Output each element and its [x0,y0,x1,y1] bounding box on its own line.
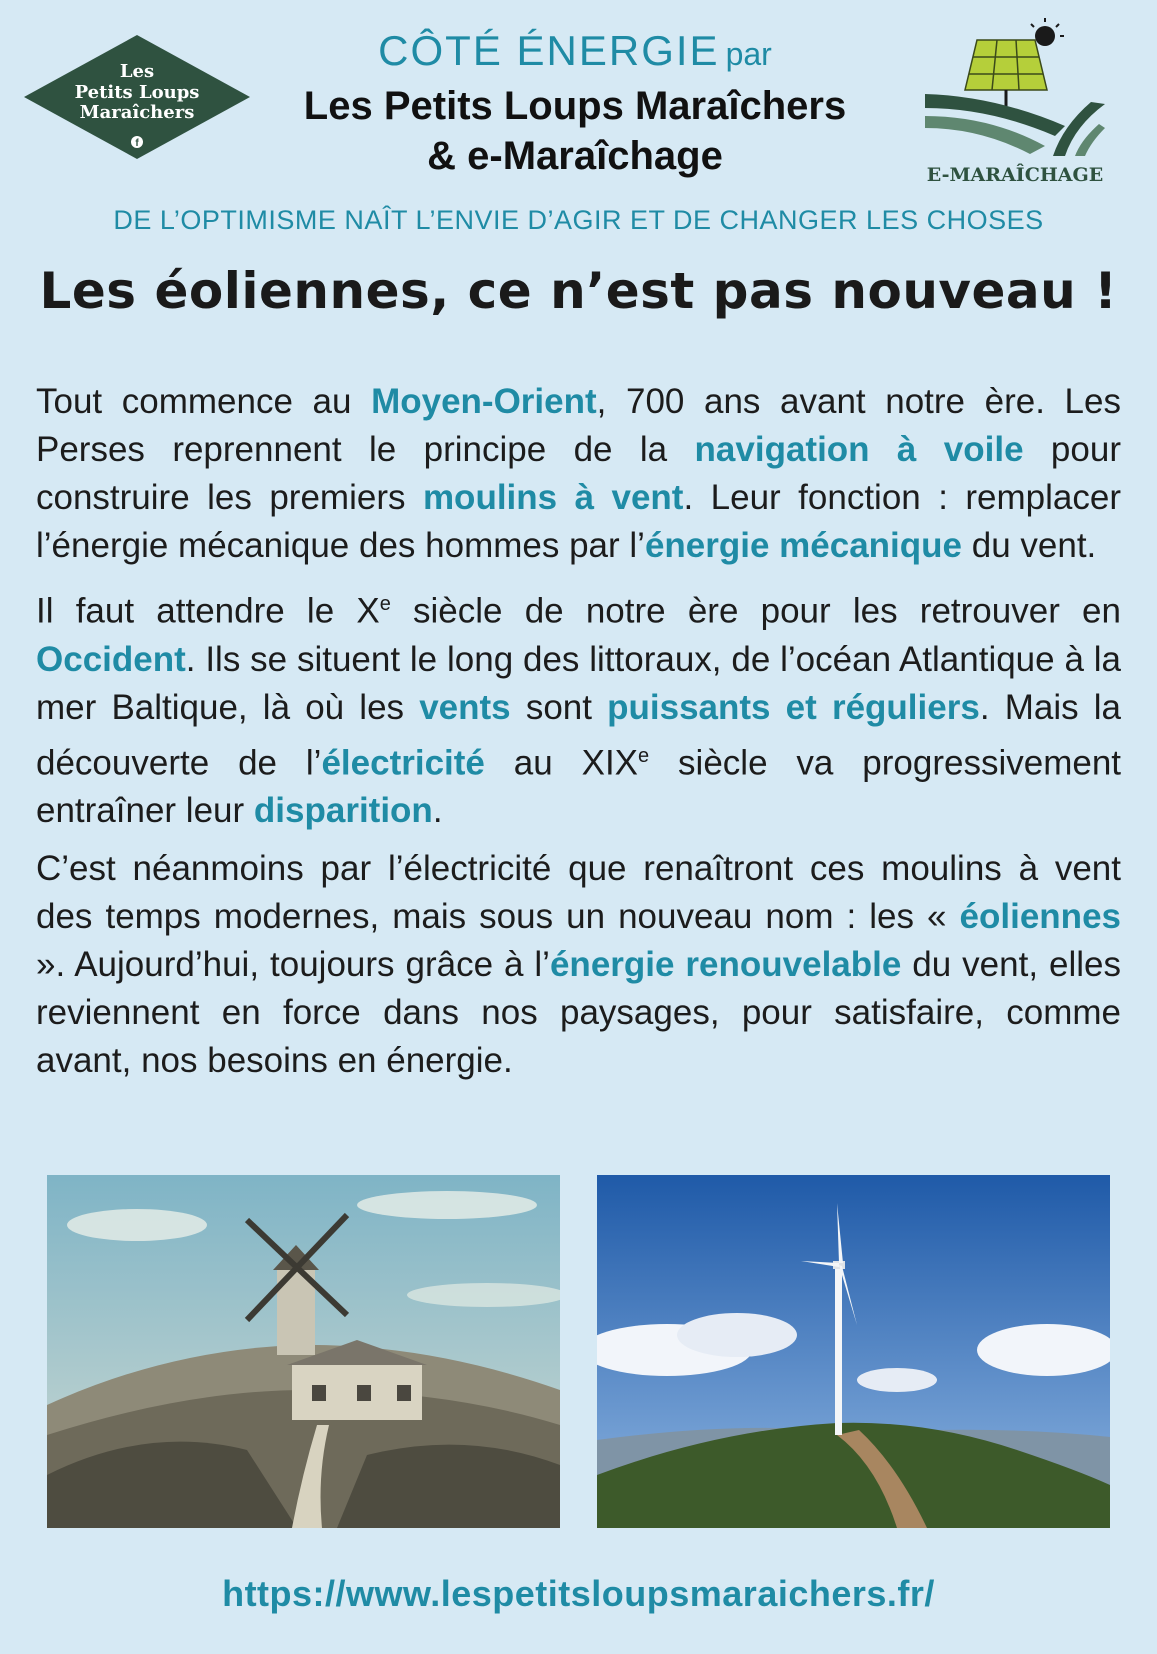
header [240,24,910,181]
text: du vent, elles reviennent en force dans nos paysages, pour satisfaire, comme avant, nos besoins en énergie. [36,945,1122,1081]
logo-right-label: E-MARAÎCHAGE [926,164,1104,186]
highlight: puissants et réguliers [607,687,980,727]
highlight: vents [419,687,511,727]
highlight: énergie mécanique [644,526,963,565]
text: au XIX [484,743,639,783]
paragraph-3 [36,845,1121,1085]
highlight: Occident [36,639,186,679]
text: . [432,791,443,831]
svg-text:f: f [135,138,139,149]
paragraph-1 [36,378,1121,570]
website-link[interactable]: https://www.lespetitsloupsmaraichers.fr/ [222,1573,935,1614]
text: Tout commence au [36,382,372,421]
highlight: moulins à vent [422,478,684,517]
text: C’est néanmoins par l’électricité que renaîtront ces moulins à vent des temps modernes, mais sous un nouveau nom : les « [36,849,1121,937]
solar-panel-field-icon [925,18,1105,156]
highlight: Moyen-Orient [371,382,597,421]
text: ». Aujourd’hui, toujours grâce à l’ [36,945,550,985]
highlight: électricité [321,743,485,783]
les-petits-loups-logo [22,32,252,162]
text: . Leur fonction : remplacer l’énergie mécanique des hommes par l’ [36,478,1121,565]
superscript: e [379,593,391,615]
old-windmill-photo [47,1175,560,1528]
logo-left-line3: Maraîchers [79,102,195,123]
series-par: par [725,36,772,72]
text: siècle de notre ère pour les retrouver en [390,591,1121,631]
paragraph-2 [36,580,1121,835]
highlight: disparition [253,791,433,831]
logo-left-line1: Les [119,61,155,82]
e-maraichage-logo [915,16,1115,191]
tagline: DE L’OPTIMISME NAÎT L’ENVIE D’AGIR ET DE CHANGER LES CHOSES [113,205,1044,235]
text: Il faut attendre le X [36,591,380,631]
text: . Ils se situent le long des littoraux, de l’océan Atlantique à la mer Baltique, là où les [36,639,1121,727]
superscript: e [638,744,650,767]
highlight: énergie renouvelable [549,945,902,985]
series-title [240,24,910,81]
logo-left-line2: Petits Loups [74,82,200,103]
text: siècle va progressivement entraîner leur [36,743,1122,831]
org-line-2: & e-Maraîchage [427,134,723,178]
text: sont [510,687,608,727]
page-title: Les éoliennes, ce n’est pas nouveau ! [39,262,1118,320]
wind-turbine-photo [597,1175,1110,1528]
text: , 700 ans avant notre ère. Les Perses reprennent le principe de la [36,382,1121,469]
highlight: éoliennes [959,897,1121,937]
text: pour construire les premiers [36,430,1121,517]
article-body [36,378,1121,1095]
highlight: navigation à voile [694,430,1024,469]
org-line-1: Les Petits Loups Maraîchers [303,84,847,128]
text: . Mais la découverte de l’ [36,687,1122,783]
series-name: CÔTÉ ÉNERGIE [378,27,720,74]
text: du vent. [962,526,1097,565]
